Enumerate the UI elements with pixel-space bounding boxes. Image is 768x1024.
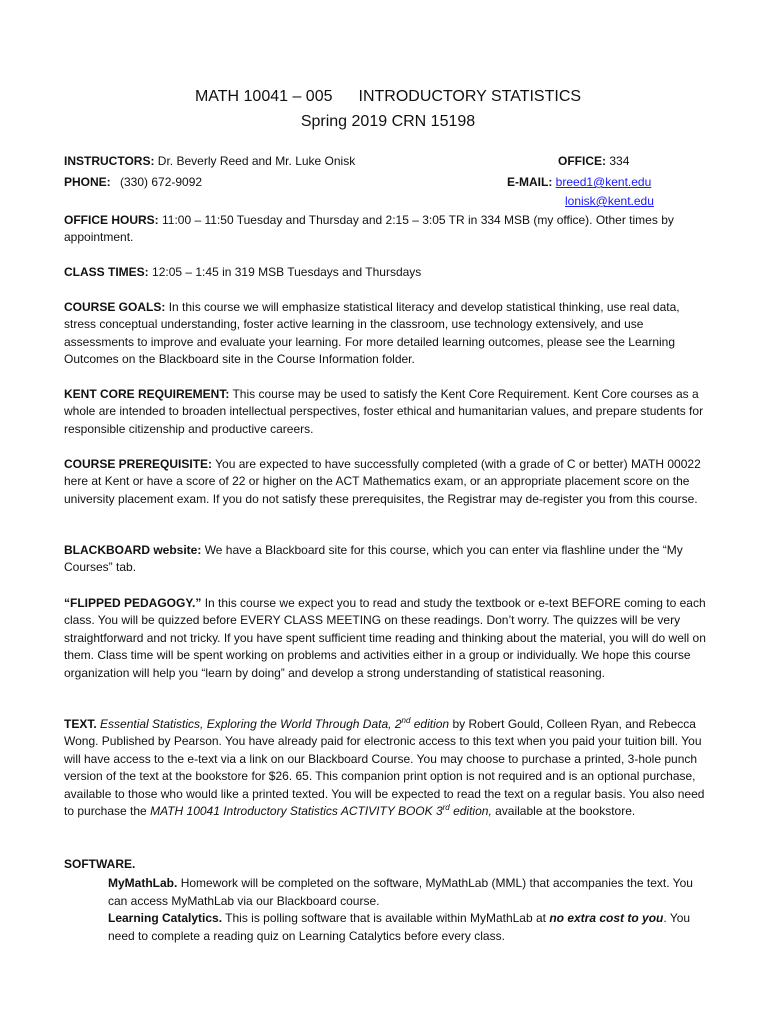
phone-value: (330) 672-9092: [120, 175, 203, 189]
course-title: INTRODUCTORY STATISTICS: [358, 88, 582, 105]
course-goals-label: COURSE GOALS:: [64, 300, 166, 314]
prerequisite-section: [64, 456, 712, 508]
learning-catalytics-text: This is polling software that is available within MyMathLab at: [225, 911, 546, 926]
flipped-pedagogy-section: [64, 595, 712, 682]
prerequisite-label: COURSE PREREQUISITE:: [64, 457, 213, 471]
flipped-label: “FLIPPED PEDAGOGY.”: [64, 596, 202, 610]
mymathlab-item: [64, 875, 712, 910]
office-hours-text: 11:00 – 11:50 Tuesday and Thursday and 2:15 – 3:05 TR in 334 MSB (my office). Other times by appointment.: [64, 213, 674, 245]
course-goals-section: [64, 299, 712, 369]
phone-row: [64, 173, 712, 191]
learning-catalytics-item: [64, 910, 712, 945]
syllabus-title: [64, 84, 712, 134]
book-title: Essential Statistics, Exploring the World Through Data, 2nd edition: [100, 716, 450, 731]
text-section: [64, 716, 712, 820]
learning-catalytics-emphasis: no extra cost to you: [549, 911, 664, 926]
blackboard-section: [64, 542, 712, 577]
software-label: SOFTWARE.: [64, 857, 136, 871]
office-hours-section: [64, 212, 712, 247]
term-line: Spring 2019 CRN 15198: [300, 113, 476, 130]
kent-core-label: KENT CORE REQUIREMENT:: [64, 387, 230, 401]
instructors-label: INSTRUCTORS:: [64, 154, 155, 168]
course-heading: [64, 84, 712, 109]
email-link-breed[interactable]: breed1@kent.edu: [555, 175, 652, 189]
class-times-label: CLASS TIMES:: [64, 265, 149, 279]
kent-core-text: This course may be used to satisfy the Kent Core Requirement. Kent Core courses as a whole are intended to broaden intellectual perspectives, foster ethical and humanitarian values, and prepare students for responsible citizenship and productive careers.: [64, 387, 704, 436]
prerequisite-text: You are expected to have successfully completed (with a grade of C or better) MATH 00022 here at Kent or have a score of 22 or higher on the ACT Mathematics exam, or an appropriate placement score on the university placement exam. If you do not satisfy these prerequisites, the Registrar may de-register you from this course.: [64, 457, 701, 506]
course-code: MATH 10041 – 005: [194, 88, 333, 105]
mymathlab-text: Homework will be completed on the software, MyMathLab (MML) that accompanies the text. You can access MyMathLab via our Blackboard course.: [108, 876, 693, 908]
instructors-row: [64, 152, 712, 170]
text-details: by Robert Gould, Colleen Ryan, and Rebecca Wong. Published by Pearson. You have already paid for electronic access to this text when you paid your tuition bill. You will have access to the e-text via a link on our Blackboard Course. You may choose to purchase a printed, 3-hole punch version of the text at the bookstore for $26. 65. This companion print option is not required and is an optional purchase, available to those who would like a printed texted. You will be expected to read the text on a regular basis. You also need to purchase the: [64, 717, 705, 819]
phone-label: PHONE:: [64, 175, 111, 189]
text-label: TEXT.: [64, 717, 97, 731]
activity-book-availability: available at the bookstore.: [495, 804, 636, 819]
blackboard-label: BLACKBOARD website:: [64, 543, 202, 557]
office-label: OFFICE:: [558, 154, 606, 168]
email-row-2: [64, 192, 712, 210]
office-hours-label: OFFICE HOURS:: [64, 213, 159, 227]
class-times-text: 12:05 – 1:45 in 319 MSB Tuesdays and Thursdays: [152, 265, 422, 279]
email-link-lonisk[interactable]: lonisk@kent.edu: [565, 194, 654, 208]
instructors-value: Dr. Beverly Reed and Mr. Luke Onisk: [157, 154, 356, 168]
software-section: [64, 856, 712, 945]
mymathlab-label: MyMathLab.: [108, 876, 178, 891]
blackboard-text: We have a Blackboard site for this course, which you can enter via flashline under the “My Courses” tab.: [64, 543, 683, 575]
activity-book-title: MATH 10041 Introductory Statistics ACTIVITY BOOK 3rd edition,: [150, 803, 492, 819]
course-goals-text: In this course we will emphasize statistical literacy and develop statistical thinking, use real data, stress conceptual understanding, foster active learning in the classroom, use technology extensively, and use assessments to improve and evaluate your learning. For more detailed learning outcomes, please see the Learning Outcomes on the Blackboard site in the Course Information folder.: [64, 300, 680, 367]
flipped-text: In this course we expect you to read and study the textbook or e-text BEFORE coming to each class. You will be quizzed before EVERY CLASS MEETING on these readings. Don’t worry. The quizzes will be very straightforward and not tricky. If you have spent sufficient time reading and thinking about the material, you will do well on them. Class time will be spent working on problems and activities either in a group or individually. We hope this course organization will help you “learn by doing” and develop a strong understanding of statistical reasoning.: [64, 596, 706, 680]
learning-catalytics-text-2: . You need to complete a reading quiz on Learning Catalytics before every class.: [108, 911, 691, 943]
class-times-section: [64, 264, 712, 281]
kent-core-section: [64, 386, 712, 438]
learning-catalytics-label: Learning Catalytics.: [108, 911, 223, 926]
email-field: [507, 173, 651, 191]
email-label: E-MAIL:: [507, 175, 553, 189]
office-value: 334: [609, 154, 630, 168]
office-field: [558, 152, 629, 170]
